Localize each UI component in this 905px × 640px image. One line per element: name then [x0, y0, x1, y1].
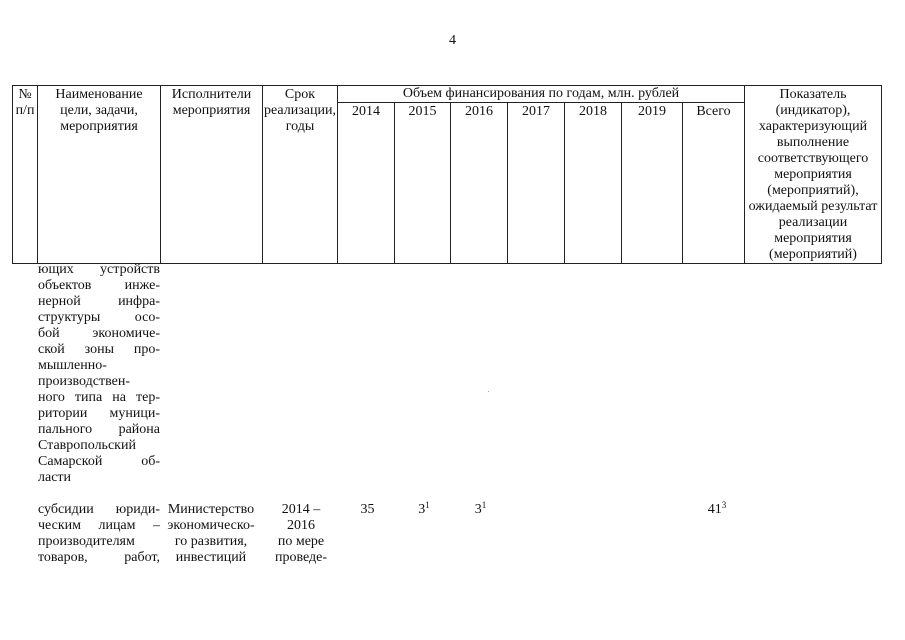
- text-line: ласти: [38, 470, 72, 485]
- text-line: мышленно-: [38, 358, 107, 373]
- header-year-2019: 2019: [622, 103, 683, 264]
- text-line: 2014 –: [281, 502, 321, 517]
- header-year-2018: 2018: [565, 103, 622, 264]
- text-line: бой экономиче-: [38, 326, 160, 341]
- continued-measure-name: [38, 262, 160, 486]
- value-number: 3: [474, 502, 482, 517]
- header-year-2014: 2014: [338, 103, 395, 264]
- text-line: пального района: [38, 422, 160, 437]
- header-year-2016: 2016: [451, 103, 508, 264]
- header-indicator: Показатель (индикатор), характеризующий выполнение соответствующего мероприятия (мероприятий), ожидаемый результат реализации мероприятия (мероприятий): [745, 86, 882, 264]
- text-line: ческим лицам –: [38, 518, 160, 533]
- text-line: субсидии юриди-: [38, 502, 160, 517]
- text-line: Самарской об-: [38, 454, 160, 469]
- text-line: товаров, работ,: [38, 550, 160, 565]
- header-executors: Исполнители мероприятия: [161, 86, 263, 264]
- text-line: го развития,: [174, 534, 248, 549]
- header-year-2015: 2015: [395, 103, 451, 264]
- text-line: проведе-: [274, 550, 328, 565]
- header-total: Всего: [683, 103, 745, 264]
- header-num-abbr: п/п: [15, 103, 35, 118]
- value-number: 3: [418, 502, 426, 517]
- row-value-2016: [452, 502, 509, 518]
- header-funding-title: Объем финансирования по годам, млн. рублей: [338, 86, 745, 103]
- value-number: 35: [360, 502, 375, 517]
- row-term: [264, 502, 338, 566]
- text-line: производствен-: [38, 374, 130, 389]
- row-measure-name: [38, 502, 160, 566]
- text-line: ного типа на тер-: [38, 390, 160, 405]
- value-number: 41: [707, 502, 722, 517]
- text-line: по мере: [277, 534, 325, 549]
- page-number: 4: [449, 33, 456, 48]
- header-name: Наименование цели, задачи, мероприятия: [38, 86, 161, 264]
- text-line: Ставропольский: [38, 438, 136, 453]
- header-term: Срок реализации, годы: [263, 86, 338, 264]
- text-line: экономическо-: [167, 518, 255, 533]
- text-line: производителям: [38, 534, 135, 549]
- header-num-sign: №: [18, 87, 32, 102]
- text-line: ской зоны про-: [38, 342, 160, 357]
- header-year-2017: 2017: [508, 103, 565, 264]
- scan-speck: [488, 391, 489, 392]
- text-line: ритории муници-: [38, 406, 160, 421]
- text-line: Министерство: [167, 502, 255, 517]
- row-value-2015: [396, 502, 452, 518]
- text-line: нерной инфра-: [38, 294, 160, 309]
- text-line: инвестиций: [175, 550, 247, 565]
- text-line: структуры осо-: [38, 310, 160, 325]
- table-header: [12, 85, 882, 264]
- header-num: [13, 86, 38, 264]
- value-footnote: 1: [425, 500, 430, 510]
- row-value-2014: [339, 502, 396, 518]
- value-footnote: 3: [721, 500, 727, 510]
- value-footnote: 1: [481, 500, 487, 510]
- row-value-total: [686, 502, 748, 518]
- text-line: 2016: [287, 518, 315, 533]
- row-executors: [160, 502, 262, 566]
- text-line: объектов инже-: [38, 278, 160, 293]
- text-line: ющих устройств: [38, 262, 160, 277]
